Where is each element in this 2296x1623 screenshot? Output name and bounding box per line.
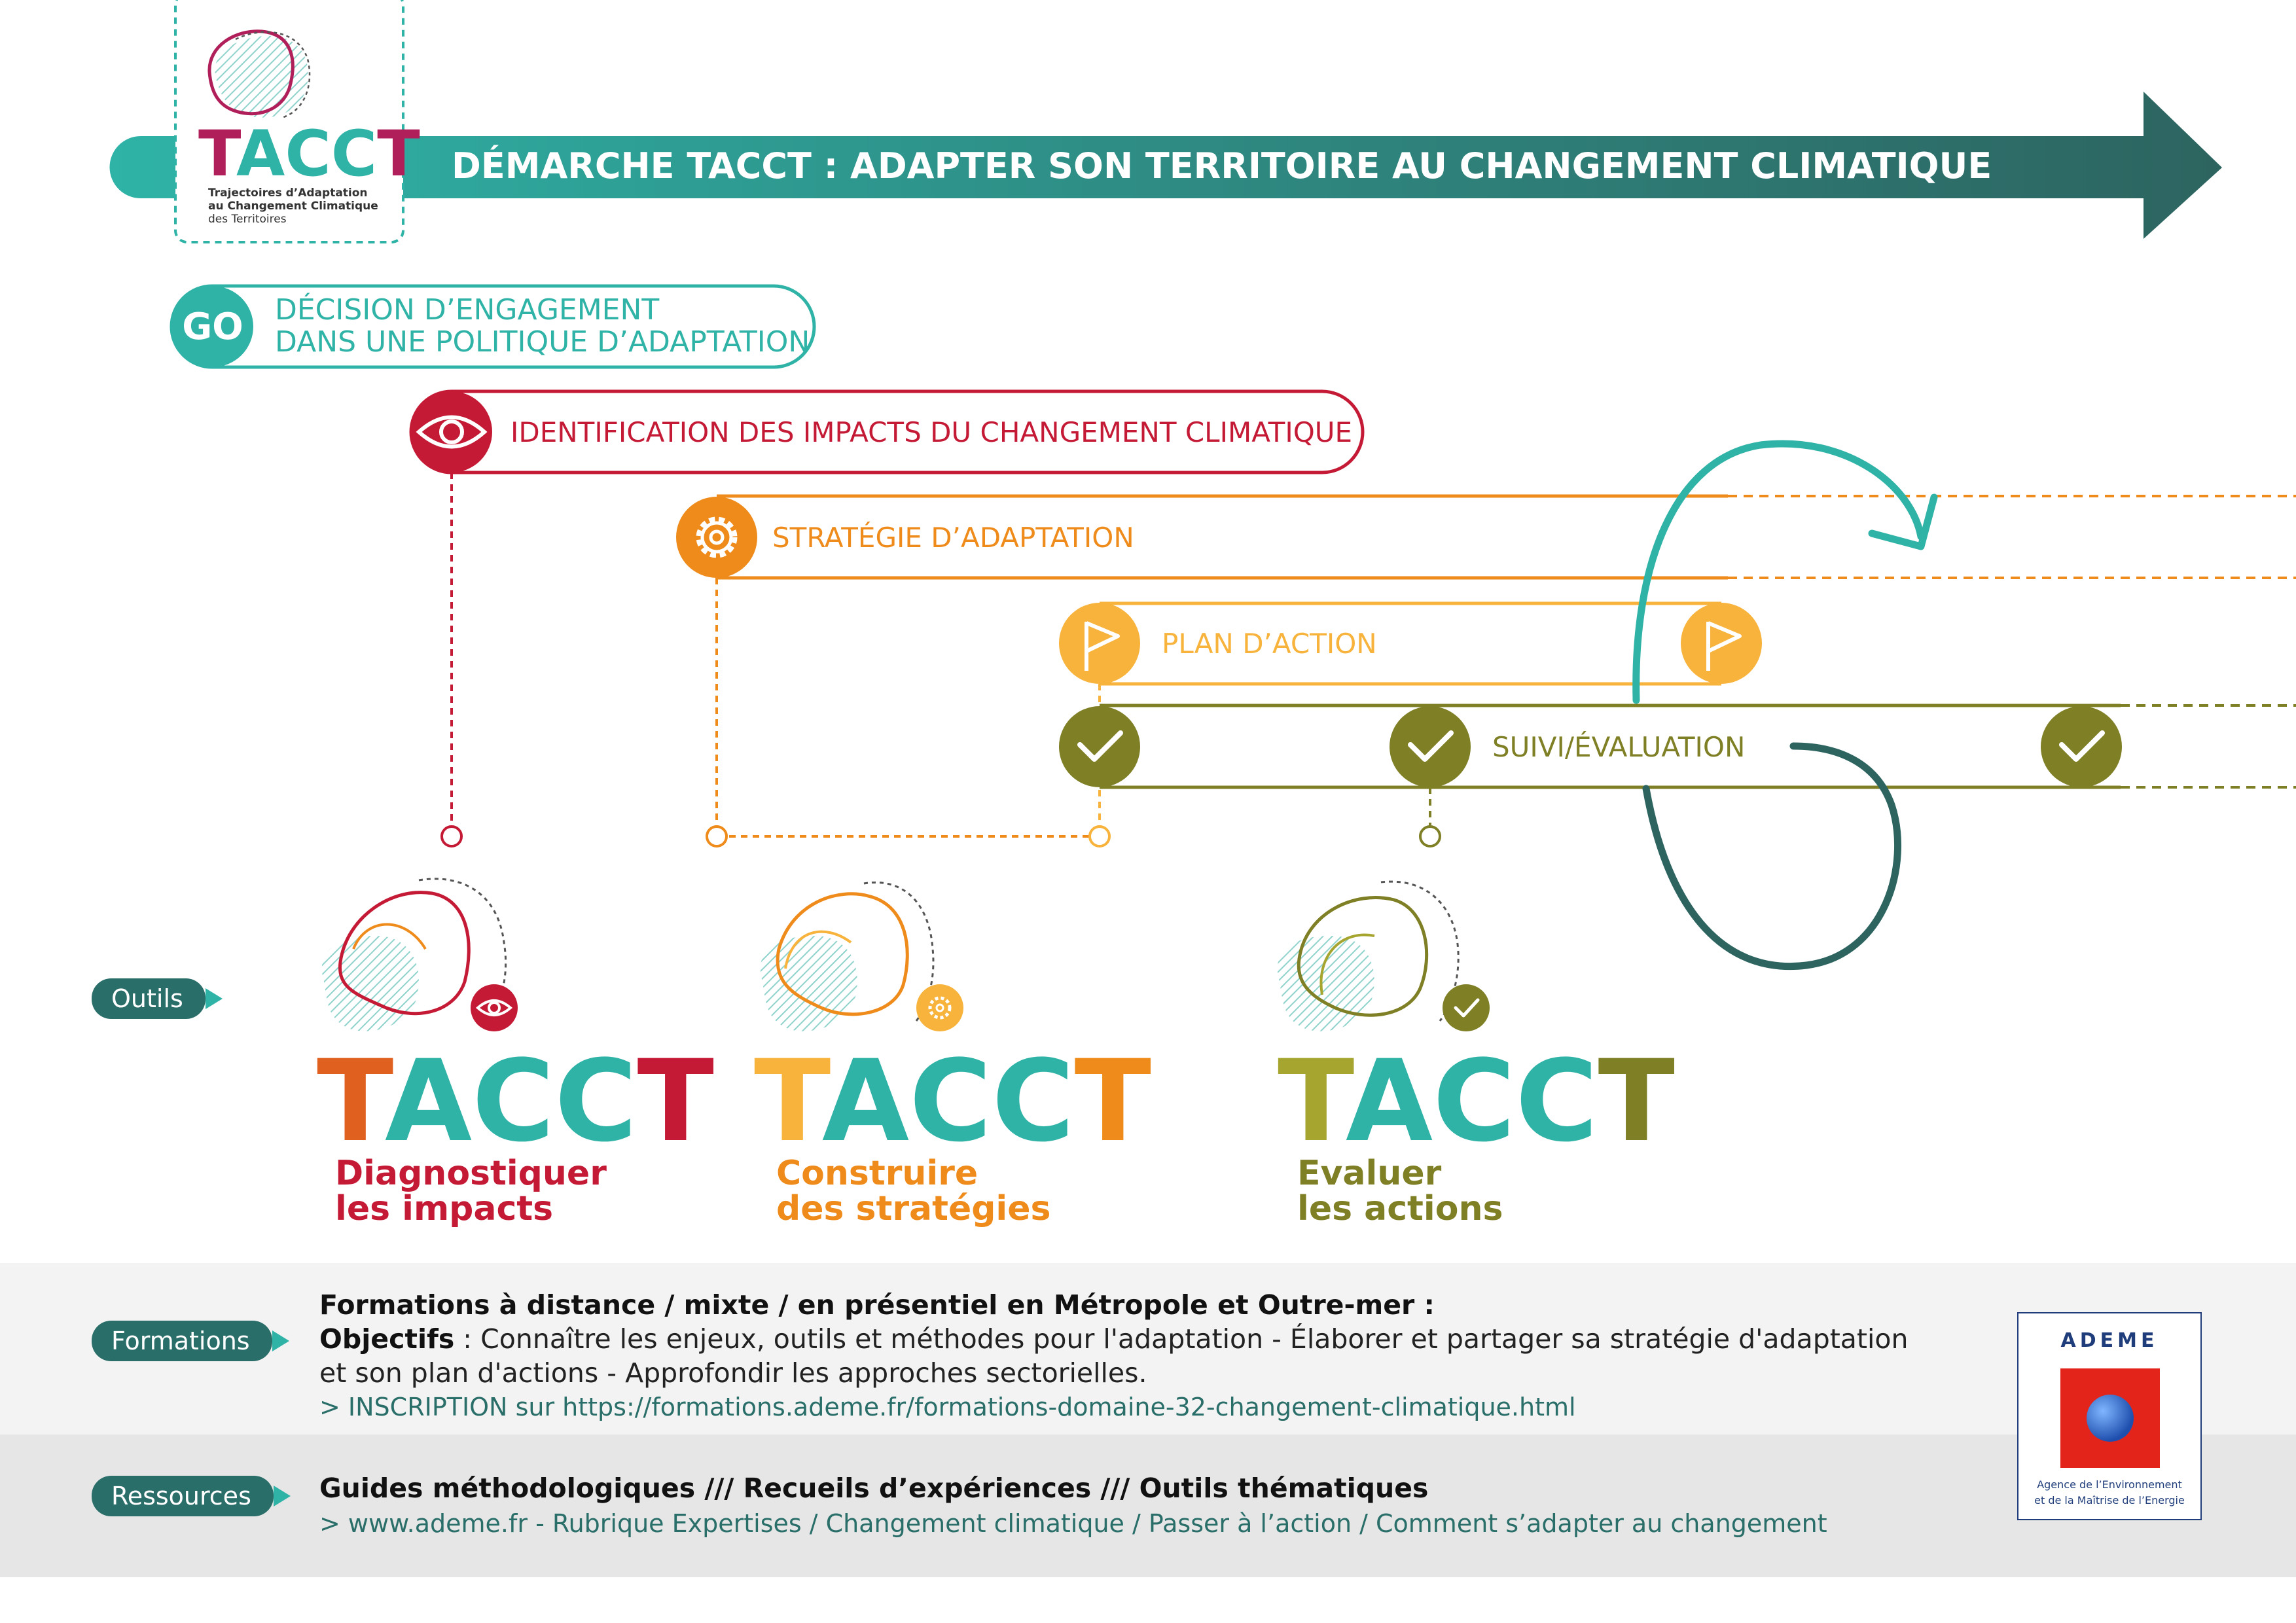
tool-evaluer [1278, 882, 1675, 1228]
go-line-2: DANS UNE POLITIQUE D’ADAPTATION [275, 325, 810, 359]
step-strategie [676, 496, 2296, 846]
formations-objectifs: Objectifs : Connaître les enjeux, outils et méthodes pour l'adaptation - Élaborer et partager sa stratégie d'adaptation [319, 1323, 1909, 1355]
ressources-pill: Ressources [92, 1476, 274, 1516]
suivi-label: SUIVI/ÉVALUATION [1492, 731, 1746, 763]
tool-1-line-2: les impacts [335, 1189, 554, 1228]
formations-objectifs-2: et son plan d'actions - Approfondir les approches sectorielles. [319, 1357, 1147, 1389]
tool-2-line-2: des stratégies [776, 1189, 1051, 1228]
logo-subtitle-3: des Territoires [208, 213, 287, 226]
strategie-label: STRATÉGIE D’ADAPTATION [772, 522, 1134, 554]
tool-diagnostiquer [317, 879, 714, 1228]
tool-1-line-1: Diagnostiquer [335, 1154, 607, 1193]
svg-text:TACCT: TACCT [754, 1035, 1151, 1167]
go-badge: GO [182, 306, 243, 348]
tool-2-line-1: Construire [776, 1154, 978, 1193]
ademe-logo: ADEME Agence de l’Environnement et de la Maîtrise de l’Energie [2017, 1312, 2202, 1520]
ressources-heading: Guides méthodologiques /// Recueils d’expériences /// Outils thématiques [319, 1472, 1429, 1504]
tool-3-line-1: Evaluer [1297, 1154, 1442, 1193]
svg-text:TACCT: TACCT [198, 117, 420, 190]
formations-inscription-link[interactable]: > INSCRIPTION sur https://formations.ademe.fr/formations-domaine-32-changement-climatique.html [319, 1393, 1576, 1421]
impacts-label: IDENTIFICATION DES IMPACTS DU CHANGEMENT CLIMATIQUE [511, 416, 1353, 448]
header-title: DÉMARCHE TACCT : ADAPTER SON TERRITOIRE AU CHANGEMENT CLIMATIQUE [452, 145, 1992, 187]
tacct-logo [175, 0, 420, 242]
outils-pill: Outils [92, 978, 206, 1019]
formations-pill: Formations [92, 1321, 272, 1361]
step-suivi [1059, 705, 2296, 846]
tool-3-line-2: les actions [1297, 1189, 1503, 1228]
plan-label: PLAN D’ACTION [1162, 628, 1377, 660]
svg-text:TACCT: TACCT [1278, 1035, 1675, 1167]
step-impacts [411, 391, 1363, 846]
globe-icon [2087, 1395, 2134, 1442]
logo-subtitle-2: au Changement Climatique [208, 200, 378, 213]
go-line-1: DÉCISION D’ENGAGEMENT [275, 293, 660, 327]
ressources-link[interactable]: > www.ademe.fr - Rubrique Expertises / Changement climatique / Passer à l’action / Comment s’adapter au changement [319, 1509, 1827, 1538]
tool-construire [754, 882, 1151, 1228]
formations-heading: Formations à distance / mixte / en présentiel en Métropole et Outre-mer : [319, 1289, 1435, 1321]
svg-text:TACCT: TACCT [317, 1035, 714, 1167]
logo-subtitle-1: Trajectoires d’Adaptation [208, 187, 368, 200]
header-arrow [110, 92, 2223, 239]
step-go [171, 286, 814, 367]
